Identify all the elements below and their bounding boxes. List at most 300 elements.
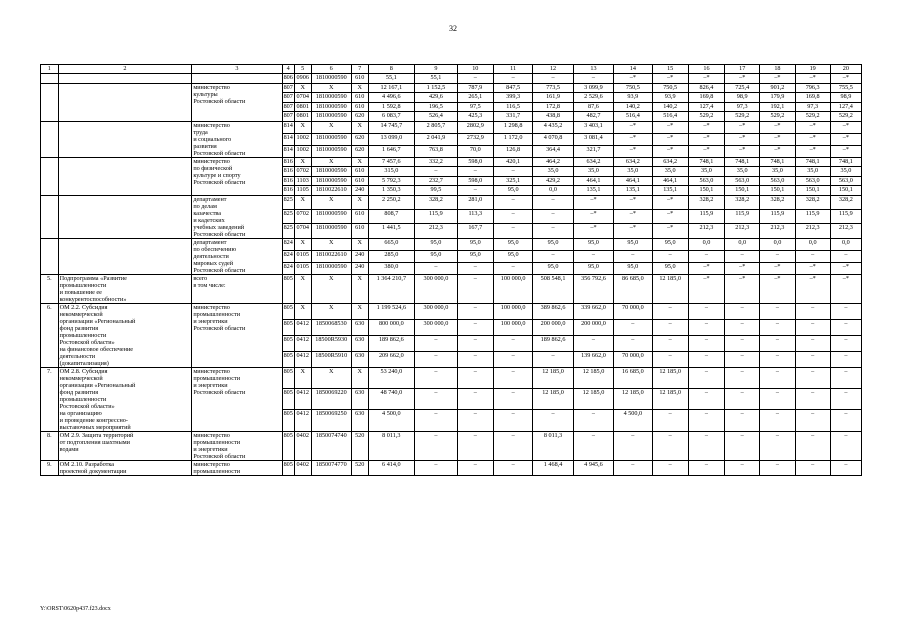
- cell-text-line: мировых судей: [193, 259, 234, 267]
- data-cell: 901,2: [760, 83, 795, 93]
- cell-text-line: фонд развития: [59, 324, 99, 332]
- data-cell: 2 041,9: [415, 133, 458, 145]
- data-cell: 805: [282, 319, 294, 335]
- data-cell: –: [457, 186, 493, 196]
- data-cell: X: [311, 195, 351, 209]
- data-cell: 4 945,6: [573, 460, 613, 475]
- data-cell: –*: [830, 121, 861, 133]
- data-cell: 529,2: [688, 112, 724, 122]
- data-cell: 6 414,0: [368, 460, 415, 475]
- data-cell: X: [351, 121, 368, 133]
- data-cell: 808,7: [368, 209, 415, 223]
- table-row: [41, 431, 862, 460]
- data-cell: 281,0: [457, 195, 493, 209]
- data-cell: 3 099,9: [573, 83, 613, 93]
- data-cell: –: [493, 410, 532, 431]
- data-cell: –: [614, 335, 652, 351]
- data-cell: –: [688, 367, 724, 388]
- cell-text-line: от подтопления шахтными: [59, 438, 130, 446]
- column-number-header: 20: [830, 65, 861, 74]
- data-cell: 95,0: [457, 238, 493, 250]
- data-cell: –*: [688, 274, 724, 303]
- cell-text-line: промышленности: [59, 395, 107, 403]
- data-cell: 824: [282, 250, 294, 262]
- data-cell: 825: [282, 195, 294, 209]
- cell-text-line: министерство: [193, 83, 230, 91]
- data-cell: 115,9: [688, 209, 724, 223]
- data-cell: 0,0: [725, 238, 760, 250]
- data-cell: 847,5: [493, 83, 532, 93]
- data-cell: –: [457, 167, 493, 177]
- data-cell: 70 000,0: [614, 303, 652, 319]
- data-cell: 95,0: [652, 238, 688, 250]
- data-cell: X: [311, 83, 351, 93]
- data-cell: 526,4: [415, 112, 458, 122]
- data-cell: –*: [795, 121, 830, 133]
- data-cell: –: [614, 319, 652, 335]
- data-cell: 95,0: [457, 250, 493, 262]
- data-cell: 634,2: [573, 157, 613, 167]
- data-cell: 12 185,0: [652, 274, 688, 303]
- data-cell: X: [311, 157, 351, 167]
- row-number-cell: [41, 157, 59, 195]
- data-cell: 100 000,0: [493, 319, 532, 335]
- data-cell: –: [760, 367, 795, 388]
- data-cell: 464,1: [573, 176, 613, 186]
- data-cell: –*: [652, 209, 688, 223]
- data-cell: 630: [351, 335, 368, 351]
- cell-text-line: Ростовской области: [193, 266, 246, 274]
- cell-text-line: ОМ 2.10. Разработка: [59, 460, 115, 468]
- cell-text-line: департамент: [193, 195, 227, 203]
- data-cell: 520: [351, 431, 368, 460]
- data-cell: 328,2: [830, 195, 861, 209]
- data-cell: 150,1: [795, 186, 830, 196]
- data-cell: 1810022610: [311, 186, 351, 196]
- data-cell: 563,0: [795, 176, 830, 186]
- data-cell: 150,1: [688, 186, 724, 196]
- cell-text-line: на организацию: [59, 409, 102, 417]
- data-cell: 508 548,1: [533, 274, 573, 303]
- data-cell: –: [533, 195, 573, 209]
- cell-text-line: и энергетики: [193, 317, 228, 325]
- data-cell: –: [760, 410, 795, 431]
- data-cell: –: [493, 167, 532, 177]
- data-cell: 630: [351, 351, 368, 367]
- data-cell: –: [533, 224, 573, 238]
- executor-cell: [192, 460, 282, 475]
- program-name-cell: [58, 460, 192, 475]
- data-cell: 364,4: [533, 145, 573, 157]
- row-number-cell: [41, 195, 59, 238]
- data-cell: –: [493, 431, 532, 460]
- cell-text-line: труда: [193, 128, 208, 136]
- data-cell: 300 000,0: [415, 274, 458, 303]
- cell-text-line: Ростовской области»: [59, 338, 115, 346]
- data-cell: 0906: [294, 74, 311, 84]
- data-cell: 98,9: [725, 93, 760, 103]
- page-number: 32: [449, 24, 457, 33]
- data-cell: 331,7: [493, 112, 532, 122]
- data-cell: 520: [351, 460, 368, 475]
- data-cell: 95,0: [614, 238, 652, 250]
- data-cell: 240: [351, 250, 368, 262]
- data-cell: 814: [282, 145, 294, 157]
- data-cell: 598,0: [457, 176, 493, 186]
- data-cell: 630: [351, 410, 368, 431]
- table-row: [41, 460, 862, 475]
- data-cell: 1810000590: [311, 133, 351, 145]
- data-cell: 748,1: [830, 157, 861, 167]
- data-cell: 127,4: [688, 102, 724, 112]
- cell-text-line: министерство: [193, 121, 230, 129]
- data-cell: 212,3: [725, 224, 760, 238]
- cell-text-line: (докапитализация): [59, 359, 109, 367]
- data-cell: 12 185,0: [614, 388, 652, 409]
- row-number-cell: 9.: [41, 460, 59, 475]
- data-cell: –: [457, 431, 493, 460]
- data-cell: –*: [652, 195, 688, 209]
- program-name-cell: [58, 431, 192, 460]
- data-cell: –: [493, 351, 532, 367]
- cell-text-line: в том числе:: [193, 281, 226, 289]
- data-cell: –*: [725, 121, 760, 133]
- data-cell: 4 500,0: [614, 410, 652, 431]
- data-cell: 12 185,0: [652, 367, 688, 388]
- cell-text-line: министерство: [193, 303, 230, 311]
- row-number-cell: [41, 238, 59, 274]
- data-cell: 1810000590: [311, 224, 351, 238]
- cell-text-line: Ростовской области: [193, 149, 246, 157]
- data-cell: –: [830, 250, 861, 262]
- data-cell: 748,1: [760, 157, 795, 167]
- data-cell: 1810000590: [311, 209, 351, 223]
- data-cell: –: [688, 460, 724, 475]
- data-cell: 212,3: [830, 224, 861, 238]
- data-cell: 212,3: [688, 224, 724, 238]
- cell-text-line: промышленности: [193, 438, 241, 446]
- data-cell: 610: [351, 176, 368, 186]
- data-cell: 16 685,0: [614, 367, 652, 388]
- data-cell: –*: [573, 224, 613, 238]
- data-cell: 100 000,0: [493, 303, 532, 319]
- column-number-header: 10: [457, 65, 493, 74]
- data-cell: 1002: [294, 145, 311, 157]
- data-cell: 95,0: [493, 186, 532, 196]
- data-cell: 98,9: [830, 93, 861, 103]
- data-cell: –: [652, 319, 688, 335]
- data-cell: 2 529,6: [573, 93, 613, 103]
- data-cell: –: [725, 250, 760, 262]
- data-cell: –: [652, 335, 688, 351]
- data-cell: X: [311, 303, 351, 319]
- data-cell: 630: [351, 388, 368, 409]
- data-cell: –: [573, 335, 613, 351]
- data-cell: 598,0: [457, 157, 493, 167]
- data-cell: 321,7: [573, 145, 613, 157]
- data-cell: 1810000590: [311, 93, 351, 103]
- data-cell: X: [351, 83, 368, 93]
- data-cell: 35,0: [652, 167, 688, 177]
- cell-text-line: Ростовской области: [193, 452, 246, 460]
- executor-cell: [192, 74, 282, 84]
- data-cell: –: [830, 431, 861, 460]
- data-cell: 7 457,6: [368, 157, 415, 167]
- data-cell: 816: [283, 157, 293, 165]
- data-cell: 2802,9: [457, 121, 493, 133]
- table-row: [41, 238, 862, 250]
- data-cell: 825: [282, 209, 294, 223]
- data-cell: 140,2: [614, 102, 652, 112]
- cell-text-line: ОМ 2.9. Защита территорий: [59, 431, 134, 439]
- executor-cell: [192, 367, 282, 431]
- executor-cell: [192, 303, 282, 367]
- data-cell: –: [493, 460, 532, 475]
- data-cell: –*: [760, 133, 795, 145]
- program-name-cell: [58, 157, 192, 195]
- data-cell: 425,3: [457, 112, 493, 122]
- data-cell: 95,0: [493, 238, 532, 250]
- data-cell: 796,3: [795, 83, 830, 93]
- data-cell: 824: [282, 238, 294, 250]
- data-cell: –: [457, 74, 493, 84]
- data-cell: 464,1: [652, 176, 688, 186]
- data-cell: 212,3: [415, 224, 458, 238]
- data-cell: 4 500,0: [368, 410, 415, 431]
- cell-text-line: ОМ 2.2. Субсидия: [59, 303, 108, 311]
- data-cell: 429,2: [533, 176, 573, 186]
- data-cell: 429,6: [415, 93, 458, 103]
- data-cell: –: [493, 224, 532, 238]
- data-cell: 826,4: [688, 83, 724, 93]
- cell-text-line: и кадетских: [193, 216, 225, 224]
- data-cell: 285,0: [368, 250, 415, 262]
- data-cell: 4 070,8: [533, 133, 573, 145]
- data-cell: –*: [614, 121, 652, 133]
- column-number-header: 18: [760, 65, 795, 74]
- data-cell: 161,9: [533, 93, 573, 103]
- cell-text-line: департамент: [193, 238, 227, 246]
- data-cell: 35,0: [533, 167, 573, 177]
- table-row: [41, 303, 862, 319]
- data-cell: 0702: [294, 209, 311, 223]
- data-cell: 464,2: [533, 157, 573, 167]
- executor-cell: [192, 274, 282, 303]
- data-cell: –*: [652, 133, 688, 145]
- data-cell: X: [351, 238, 368, 250]
- data-cell: –*: [614, 74, 652, 84]
- data-cell: 825: [282, 224, 294, 238]
- data-cell: 70,0: [457, 145, 493, 157]
- data-cell: 139 662,0: [573, 351, 613, 367]
- data-cell: –: [760, 388, 795, 409]
- data-cell: –: [725, 319, 760, 335]
- cell-text-line: конкурентоспособности»: [59, 295, 127, 303]
- data-cell: 665,0: [368, 238, 415, 250]
- data-cell: 200 000,0: [573, 319, 613, 335]
- data-cell: –: [493, 209, 532, 223]
- data-cell: –: [795, 303, 830, 319]
- data-cell: 113,3: [457, 209, 493, 223]
- data-cell: –: [688, 388, 724, 409]
- data-cell: –: [830, 460, 861, 475]
- data-cell: 2 805,7: [415, 121, 458, 133]
- data-cell: 807: [283, 102, 293, 110]
- data-cell: –*: [688, 262, 724, 274]
- data-cell: –*: [760, 145, 795, 157]
- data-cell: 115,9: [830, 209, 861, 223]
- data-cell: 95,0: [652, 262, 688, 274]
- cell-text-line: министерство: [193, 157, 230, 165]
- data-cell: 1810022610: [311, 250, 351, 262]
- data-cell: 1 152,5: [415, 83, 458, 93]
- data-cell: 634,2: [652, 157, 688, 167]
- data-cell: 135,1: [614, 186, 652, 196]
- data-cell: 610: [351, 167, 368, 177]
- data-cell: 3 081,4: [573, 133, 613, 145]
- data-cell: 2 250,2: [368, 195, 415, 209]
- data-cell: –: [830, 388, 861, 409]
- cell-text-line: Ростовской области: [193, 178, 246, 186]
- data-cell: 8 011,3: [533, 431, 573, 460]
- row-number-cell: 5.: [41, 274, 59, 303]
- data-cell: –: [688, 335, 724, 351]
- data-cell: –*: [614, 209, 652, 223]
- executor-cell: [192, 431, 282, 460]
- cell-text-line: и энергетики: [193, 381, 228, 389]
- data-cell: 563,0: [760, 176, 795, 186]
- data-cell: –*: [725, 145, 760, 157]
- data-cell: –: [457, 410, 493, 431]
- data-cell: –: [725, 367, 760, 388]
- data-cell: –: [688, 319, 724, 335]
- data-cell: 135,1: [573, 186, 613, 196]
- cell-text-line: организации «Региональный: [59, 381, 136, 389]
- cell-text-line: выставочных мероприятий: [59, 423, 131, 431]
- data-cell: –*: [760, 274, 795, 303]
- data-cell: 805: [282, 335, 294, 351]
- data-cell: 805: [282, 303, 294, 319]
- data-cell: –: [725, 460, 760, 475]
- cell-text-line: деятельности: [59, 352, 96, 360]
- data-cell: 240: [351, 186, 368, 196]
- data-cell: 1850069250: [311, 410, 351, 431]
- data-cell: 0105: [294, 250, 311, 262]
- data-cell: 12 185,0: [533, 388, 573, 409]
- data-cell: 814: [282, 121, 294, 133]
- data-cell: –: [415, 367, 458, 388]
- data-cell: –: [725, 410, 760, 431]
- cell-text-line: проектной документации: [59, 467, 127, 475]
- column-number-header: 3: [192, 65, 282, 74]
- data-cell: 800 000,0: [368, 319, 415, 335]
- cell-text-line: промышленности: [59, 281, 107, 289]
- data-cell: –*: [614, 195, 652, 209]
- data-cell: 209 662,0: [368, 351, 415, 367]
- program-name-cell: [58, 303, 192, 367]
- data-cell: 755,5: [830, 83, 861, 93]
- data-cell: –: [415, 167, 458, 177]
- data-cell: 1103: [294, 176, 311, 186]
- column-number-header: 15: [652, 65, 688, 74]
- data-cell: 328,2: [725, 195, 760, 209]
- cell-text-line: некоммерческой: [59, 374, 103, 382]
- data-cell: –: [760, 303, 795, 319]
- data-cell: X: [351, 367, 368, 388]
- data-cell: 192,1: [760, 102, 795, 112]
- data-cell: 325,1: [493, 176, 532, 186]
- data-cell: 315,0: [368, 167, 415, 177]
- data-cell: 12 185,0: [652, 388, 688, 409]
- data-cell: –: [652, 351, 688, 367]
- column-number-header: 16: [688, 65, 724, 74]
- data-cell: –: [725, 335, 760, 351]
- column-number-header: 6: [311, 65, 351, 74]
- data-cell: 610: [351, 93, 368, 103]
- data-cell: –: [573, 410, 613, 431]
- data-cell: –*: [573, 195, 613, 209]
- data-cell: 806: [283, 74, 293, 81]
- data-cell: –*: [725, 274, 760, 303]
- cell-text-line: культуры: [193, 90, 218, 98]
- data-cell: –: [415, 335, 458, 351]
- data-cell: 135,1: [652, 186, 688, 196]
- data-cell: 0801: [294, 112, 311, 122]
- executor-cell: [192, 83, 282, 121]
- data-cell: 100 000,0: [493, 274, 532, 303]
- budget-table: [40, 64, 862, 476]
- data-cell: 380,0: [368, 262, 415, 274]
- data-cell: 328,2: [795, 195, 830, 209]
- data-cell: –: [533, 250, 573, 262]
- cell-text-line: министерство: [193, 460, 230, 468]
- data-cell: 816: [283, 186, 293, 193]
- data-cell: 750,5: [652, 83, 688, 93]
- data-cell: 35,0: [573, 167, 613, 177]
- data-cell: –*: [830, 74, 861, 84]
- data-cell: X: [294, 157, 311, 167]
- column-number-header: 1: [41, 65, 59, 74]
- cell-text-line: и энергетики: [193, 445, 228, 453]
- program-name-cell: [58, 274, 192, 303]
- data-cell: 328,2: [760, 195, 795, 209]
- program-name-cell: [58, 195, 192, 238]
- data-cell: –*: [652, 74, 688, 84]
- cell-text-line: министерство: [193, 367, 230, 375]
- data-cell: 12 167,1: [368, 83, 415, 93]
- data-cell: 0,0: [795, 238, 830, 250]
- data-cell: 0412: [294, 351, 311, 367]
- data-cell: 0105: [294, 262, 311, 274]
- data-cell: X: [311, 367, 351, 388]
- column-number-header: 2: [58, 65, 192, 74]
- data-cell: 805: [282, 351, 294, 367]
- data-cell: –: [573, 431, 613, 460]
- data-cell: –: [830, 303, 861, 319]
- data-cell: –: [493, 262, 532, 274]
- row-number-cell: 6.: [41, 303, 59, 367]
- cell-text-line: по обеспечению: [193, 245, 237, 253]
- data-cell: –: [652, 303, 688, 319]
- data-cell: 179,9: [760, 93, 795, 103]
- data-cell: 805: [282, 388, 294, 409]
- data-cell: 196,5: [415, 102, 458, 112]
- data-cell: –: [614, 460, 652, 475]
- data-cell: 805: [282, 410, 294, 431]
- data-cell: 6 083,7: [368, 112, 415, 122]
- data-cell: 529,2: [760, 112, 795, 122]
- data-cell: 35,0: [688, 167, 724, 177]
